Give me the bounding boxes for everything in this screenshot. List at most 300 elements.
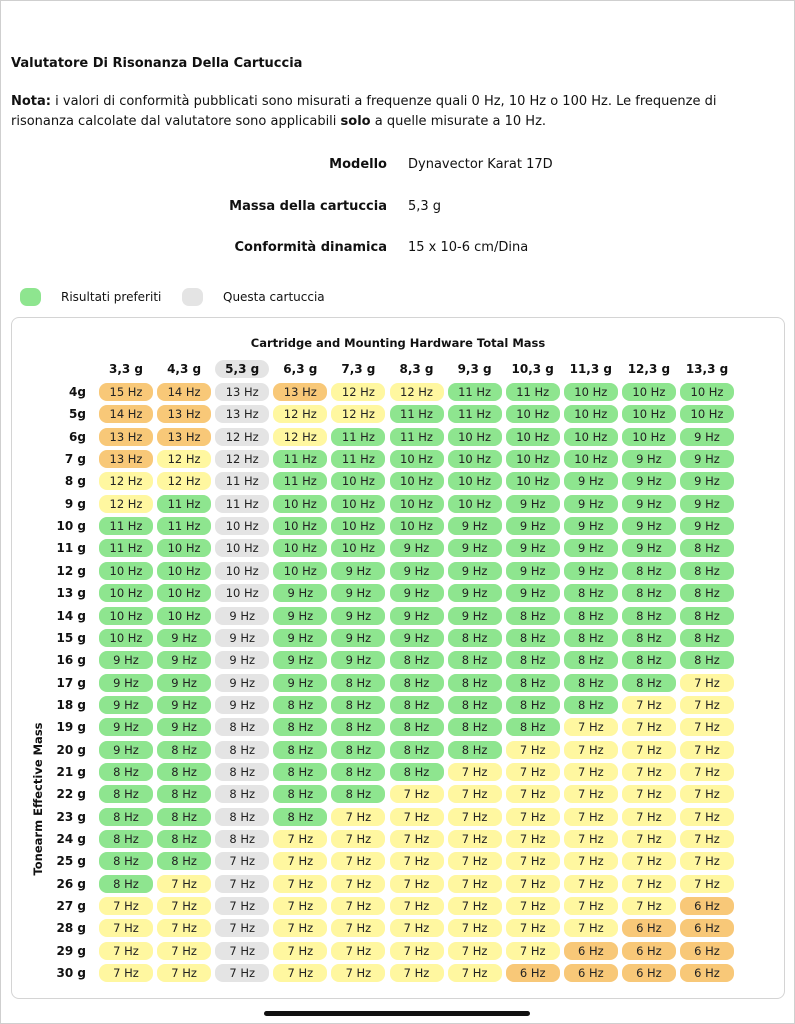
legend <box>0 288 795 308</box>
resonance-cell: 9 Hz <box>506 584 560 602</box>
resonance-cell: 9 Hz <box>157 651 211 669</box>
column-header: 13,3 g <box>685 362 729 376</box>
resonance-cell: 8 Hz <box>157 741 211 759</box>
resonance-cell: 7 Hz <box>564 718 618 736</box>
resonance-cell: 9 Hz <box>99 718 153 736</box>
resonance-cell: 7 Hz <box>390 964 444 982</box>
resonance-cell: 7 Hz <box>390 830 444 848</box>
resonance-cell: 10 Hz <box>390 495 444 513</box>
resonance-cell: 10 Hz <box>99 629 153 647</box>
resonance-cell: 6 Hz <box>564 964 618 982</box>
row-header: 25 g <box>56 854 86 869</box>
resonance-cell: 8 Hz <box>506 696 560 714</box>
table-title: Cartridge and Mounting Hardware Total Mass <box>250 336 546 350</box>
column-header: 4,3 g <box>167 362 202 376</box>
row-header: 30 g <box>56 966 86 981</box>
resonance-cell: 7 Hz <box>680 718 734 736</box>
resonance-cell: 7 Hz <box>622 696 676 714</box>
resonance-cell: 9 Hz <box>157 696 211 714</box>
resonance-cell: 8 Hz <box>331 696 385 714</box>
resonance-cell: 6 Hz <box>622 919 676 937</box>
resonance-cell: 7 Hz <box>99 897 153 915</box>
resonance-cell: 7 Hz <box>680 830 734 848</box>
resonance-cell: 10 Hz <box>99 584 153 602</box>
resonance-cell: 8 Hz <box>622 674 676 692</box>
resonance-cell: 7 Hz <box>564 741 618 759</box>
spec-mass-label: Massa della cartuccia <box>229 199 387 214</box>
resonance-cell: 10 Hz <box>215 562 269 580</box>
resonance-cell: 11 Hz <box>99 517 153 535</box>
resonance-cell: 8 Hz <box>680 651 734 669</box>
resonance-cell: 7 Hz <box>273 919 327 937</box>
resonance-cell: 10 Hz <box>448 495 502 513</box>
resonance-cell: 7 Hz <box>99 964 153 982</box>
resonance-cell: 7 Hz <box>331 852 385 870</box>
resonance-cell: 11 Hz <box>157 495 211 513</box>
resonance-cell: 7 Hz <box>448 852 502 870</box>
resonance-cell: 8 Hz <box>273 763 327 781</box>
resonance-cell: 7 Hz <box>331 919 385 937</box>
resonance-cell: 9 Hz <box>506 562 560 580</box>
resonance-cell: 9 Hz <box>680 450 734 468</box>
resonance-cell: 7 Hz <box>215 919 269 937</box>
resonance-cell: 7 Hz <box>506 763 560 781</box>
resonance-cell: 10 Hz <box>331 495 385 513</box>
resonance-cell: 14 Hz <box>99 405 153 423</box>
resonance-cell: 11 Hz <box>506 383 560 401</box>
resonance-cell: 11 Hz <box>215 495 269 513</box>
resonance-cell: 7 Hz <box>448 919 502 937</box>
resonance-cell: 9 Hz <box>622 517 676 535</box>
resonance-cell: 8 Hz <box>215 763 269 781</box>
resonance-cell: 9 Hz <box>622 539 676 557</box>
resonance-cell: 8 Hz <box>157 808 211 826</box>
resonance-cell: 8 Hz <box>215 741 269 759</box>
resonance-cell: 9 Hz <box>390 584 444 602</box>
row-header: 15 g <box>56 630 86 645</box>
resonance-cell: 8 Hz <box>273 808 327 826</box>
resonance-cell: 7 Hz <box>564 808 618 826</box>
resonance-cell: 10 Hz <box>622 405 676 423</box>
resonance-cell: 9 Hz <box>273 674 327 692</box>
resonance-cell: 7 Hz <box>99 919 153 937</box>
column-header: 9,3 g <box>457 362 492 376</box>
resonance-cell: 8 Hz <box>273 718 327 736</box>
resonance-cell: 7 Hz <box>564 875 618 893</box>
row-header: 18 g <box>56 697 86 712</box>
resonance-cell: 9 Hz <box>564 517 618 535</box>
resonance-cell: 12 Hz <box>215 450 269 468</box>
row-header: 6g <box>69 429 86 444</box>
row-header: 14 g <box>56 608 86 623</box>
row-header: 7 g <box>64 452 86 467</box>
resonance-cell: 9 Hz <box>331 651 385 669</box>
row-header: 4g <box>69 385 86 399</box>
resonance-cell: 7 Hz <box>506 919 560 937</box>
resonance-cell: 7 Hz <box>622 718 676 736</box>
resonance-cell: 8 Hz <box>157 763 211 781</box>
resonance-cell: 8 Hz <box>331 718 385 736</box>
resonance-cell: 8 Hz <box>506 651 560 669</box>
resonance-cell: 8 Hz <box>680 607 734 625</box>
resonance-cell: 10 Hz <box>564 450 618 468</box>
resonance-cell: 8 Hz <box>215 808 269 826</box>
resonance-cell: 8 Hz <box>680 629 734 647</box>
resonance-cell: 10 Hz <box>273 562 327 580</box>
resonance-cell: 9 Hz <box>564 539 618 557</box>
spec-mass-row <box>0 199 795 219</box>
resonance-cell: 13 Hz <box>215 405 269 423</box>
resonance-cell: 7 Hz <box>448 763 502 781</box>
resonance-cell: 7 Hz <box>506 741 560 759</box>
resonance-cell: 9 Hz <box>273 607 327 625</box>
resonance-cell: 7 Hz <box>506 852 560 870</box>
resonance-cell: 10 Hz <box>390 517 444 535</box>
resonance-cell: 7 Hz <box>215 852 269 870</box>
resonance-cell: 8 Hz <box>506 607 560 625</box>
spec-compliance-label: Conformità dinamica <box>234 240 387 255</box>
spec-mass-value: 5,3 g <box>408 199 442 214</box>
resonance-cell: 9 Hz <box>273 584 327 602</box>
resonance-cell: 8 Hz <box>390 741 444 759</box>
resonance-cell: 8 Hz <box>506 674 560 692</box>
resonance-cell: 13 Hz <box>99 450 153 468</box>
resonance-cell: 9 Hz <box>622 495 676 513</box>
resonance-cell: 7 Hz <box>215 875 269 893</box>
resonance-cell: 10 Hz <box>564 428 618 446</box>
resonance-cell: 7 Hz <box>273 897 327 915</box>
resonance-cell: 9 Hz <box>215 696 269 714</box>
resonance-cell: 7 Hz <box>680 741 734 759</box>
resonance-cell: 6 Hz <box>622 964 676 982</box>
resonance-cell: 7 Hz <box>680 808 734 826</box>
note-text-2: a quelle misurate a 10 Hz. <box>374 114 547 129</box>
resonance-cell: 13 Hz <box>99 428 153 446</box>
resonance-cell: 7 Hz <box>448 808 502 826</box>
resonance-cell: 8 Hz <box>564 584 618 602</box>
resonance-cell: 7 Hz <box>564 852 618 870</box>
resonance-cell: 9 Hz <box>157 718 211 736</box>
resonance-cell: 9 Hz <box>680 495 734 513</box>
resonance-cell: 9 Hz <box>99 674 153 692</box>
resonance-cell: 7 Hz <box>273 875 327 893</box>
resonance-cell: 9 Hz <box>157 629 211 647</box>
resonance-cell: 8 Hz <box>157 785 211 803</box>
resonance-cell: 7 Hz <box>390 852 444 870</box>
resonance-cell: 7 Hz <box>273 852 327 870</box>
resonance-cell: 13 Hz <box>157 405 211 423</box>
column-header: 11,3 g <box>569 362 612 376</box>
resonance-cell: 11 Hz <box>448 383 502 401</box>
resonance-cell: 8 Hz <box>390 763 444 781</box>
resonance-cell: 8 Hz <box>564 629 618 647</box>
resonance-cell: 7 Hz <box>622 897 676 915</box>
resonance-cell: 12 Hz <box>273 428 327 446</box>
resonance-cell: 7 Hz <box>390 785 444 803</box>
resonance-cell: 10 Hz <box>506 450 560 468</box>
resonance-cell: 9 Hz <box>680 517 734 535</box>
resonance-cell: 12 Hz <box>273 405 327 423</box>
resonance-cell: 7 Hz <box>331 942 385 960</box>
resonance-cell: 7 Hz <box>506 875 560 893</box>
resonance-cell: 10 Hz <box>680 405 734 423</box>
resonance-cell: 9 Hz <box>215 629 269 647</box>
resonance-cell: 9 Hz <box>390 562 444 580</box>
resonance-cell: 10 Hz <box>99 562 153 580</box>
resonance-cell: 11 Hz <box>273 450 327 468</box>
resonance-cell: 10 Hz <box>157 562 211 580</box>
row-header: 17 g <box>56 675 86 690</box>
column-header: 6,3 g <box>283 362 318 376</box>
resonance-cell: 7 Hz <box>390 808 444 826</box>
resonance-cell: 8 Hz <box>99 808 153 826</box>
resonance-cell: 8 Hz <box>564 607 618 625</box>
resonance-table-card <box>11 317 785 999</box>
resonance-cell: 10 Hz <box>157 539 211 557</box>
resonance-cell: 7 Hz <box>331 897 385 915</box>
resonance-cell: 9 Hz <box>331 562 385 580</box>
resonance-cell: 9 Hz <box>331 584 385 602</box>
resonance-cell: 10 Hz <box>331 472 385 490</box>
resonance-cell: 10 Hz <box>680 383 734 401</box>
resonance-cell: 8 Hz <box>448 696 502 714</box>
row-header: 26 g <box>56 876 86 891</box>
resonance-cell: 10 Hz <box>506 405 560 423</box>
resonance-cell: 8 Hz <box>157 830 211 848</box>
current-swatch <box>182 288 203 306</box>
resonance-cell: 9 Hz <box>331 607 385 625</box>
resonance-cell: 8 Hz <box>680 584 734 602</box>
page-title: Valutatore Di Risonanza Della Cartuccia <box>11 56 303 71</box>
resonance-cell: 9 Hz <box>564 562 618 580</box>
resonance-cell: 11 Hz <box>157 517 211 535</box>
row-header: 11 g <box>56 541 86 556</box>
resonance-cell: 7 Hz <box>331 808 385 826</box>
resonance-cell: 12 Hz <box>157 472 211 490</box>
resonance-cell: 8 Hz <box>99 875 153 893</box>
resonance-cell: 12 Hz <box>99 495 153 513</box>
resonance-cell: 8 Hz <box>215 830 269 848</box>
resonance-cell: 6 Hz <box>564 942 618 960</box>
resonance-cell: 7 Hz <box>390 942 444 960</box>
resonance-cell: 8 Hz <box>622 562 676 580</box>
resonance-cell: 7 Hz <box>215 897 269 915</box>
resonance-cell: 9 Hz <box>215 651 269 669</box>
resonance-cell: 10 Hz <box>448 428 502 446</box>
row-header: 10 g <box>56 519 86 534</box>
resonance-cell: 8 Hz <box>622 607 676 625</box>
resonance-cell: 7 Hz <box>680 852 734 870</box>
resonance-cell: 8 Hz <box>99 763 153 781</box>
resonance-cell: 10 Hz <box>506 472 560 490</box>
note-label: Nota: <box>11 94 51 109</box>
resonance-cell: 15 Hz <box>99 383 153 401</box>
resonance-cell: 7 Hz <box>448 785 502 803</box>
resonance-cell: 8 Hz <box>215 785 269 803</box>
resonance-cell: 7 Hz <box>448 942 502 960</box>
resonance-cell: 7 Hz <box>157 875 211 893</box>
resonance-cell: 8 Hz <box>506 629 560 647</box>
resonance-cell: 7 Hz <box>331 964 385 982</box>
resonance-cell: 7 Hz <box>331 875 385 893</box>
resonance-cell: 7 Hz <box>506 830 560 848</box>
resonance-cell: 7 Hz <box>157 942 211 960</box>
preferred-swatch <box>20 288 41 306</box>
row-header: 24 g <box>56 832 86 846</box>
resonance-cell: 13 Hz <box>273 383 327 401</box>
resonance-cell: 13 Hz <box>215 383 269 401</box>
resonance-cell: 7 Hz <box>390 919 444 937</box>
resonance-cell: 9 Hz <box>390 629 444 647</box>
resonance-cell: 10 Hz <box>273 495 327 513</box>
resonance-cell: 7 Hz <box>680 674 734 692</box>
resonance-cell: 10 Hz <box>215 517 269 535</box>
resonance-cell: 11 Hz <box>331 428 385 446</box>
resonance-cell: 8 Hz <box>273 741 327 759</box>
resonance-cell: 8 Hz <box>622 584 676 602</box>
resonance-cell: 8 Hz <box>273 785 327 803</box>
resonance-cell: 9 Hz <box>448 562 502 580</box>
row-header: 5g <box>69 407 86 422</box>
resonance-cell: 7 Hz <box>680 696 734 714</box>
spec-model-value: Dynavector Karat 17D <box>408 157 553 172</box>
resonance-cell: 9 Hz <box>390 539 444 557</box>
resonance-cell: 7 Hz <box>448 964 502 982</box>
resonance-cell: 9 Hz <box>680 472 734 490</box>
resonance-cell: 8 Hz <box>506 718 560 736</box>
resonance-cell: 9 Hz <box>99 696 153 714</box>
resonance-cell: 10 Hz <box>215 539 269 557</box>
resonance-cell: 8 Hz <box>331 741 385 759</box>
resonance-cell: 7 Hz <box>273 830 327 848</box>
resonance-cell: 8 Hz <box>99 785 153 803</box>
resonance-cell: 10 Hz <box>448 450 502 468</box>
resonance-cell: 12 Hz <box>331 405 385 423</box>
row-header: 28 g <box>56 921 86 936</box>
resonance-cell: 8 Hz <box>390 718 444 736</box>
resonance-cell: 10 Hz <box>157 584 211 602</box>
resonance-cell: 11 Hz <box>448 405 502 423</box>
resonance-cell: 11 Hz <box>99 539 153 557</box>
resonance-cell: 12 Hz <box>331 383 385 401</box>
resonance-cell: 7 Hz <box>564 785 618 803</box>
row-header: 22 g <box>56 787 86 802</box>
column-header: 8,3 g <box>399 362 434 376</box>
resonance-cell: 7 Hz <box>564 919 618 937</box>
resonance-cell: 10 Hz <box>331 517 385 535</box>
spec-compliance-row <box>0 240 795 260</box>
column-header: 3,3 g <box>108 362 144 376</box>
resonance-cell: 10 Hz <box>622 383 676 401</box>
resonance-cell: 7 Hz <box>448 897 502 915</box>
preferred-label: Risultati preferiti <box>61 290 162 304</box>
resonance-cell: 11 Hz <box>390 405 444 423</box>
resonance-cell: 9 Hz <box>622 472 676 490</box>
column-header: 5,3 g <box>215 360 269 378</box>
resonance-cell: 6 Hz <box>680 919 734 937</box>
row-header: 23 g <box>56 809 86 824</box>
resonance-cell: 9 Hz <box>331 629 385 647</box>
resonance-cell: 7 Hz <box>273 942 327 960</box>
resonance-cell: 9 Hz <box>448 539 502 557</box>
spec-model-label: Modello <box>329 157 387 172</box>
row-header: 29 g <box>56 943 86 958</box>
resonance-cell: 6 Hz <box>680 964 734 982</box>
resonance-cell: 8 Hz <box>390 696 444 714</box>
resonance-cell: 10 Hz <box>390 450 444 468</box>
resonance-cell: 8 Hz <box>448 718 502 736</box>
resonance-cell: 9 Hz <box>448 517 502 535</box>
home-indicator <box>264 1011 530 1016</box>
resonance-cell: 12 Hz <box>99 472 153 490</box>
resonance-cell: 9 Hz <box>622 450 676 468</box>
resonance-cell: 7 Hz <box>506 808 560 826</box>
resonance-cell: 8 Hz <box>448 651 502 669</box>
resonance-cell: 6 Hz <box>622 942 676 960</box>
resonance-cell: 8 Hz <box>622 651 676 669</box>
resonance-cell: 7 Hz <box>448 830 502 848</box>
resonance-cell: 7 Hz <box>622 741 676 759</box>
resonance-cell: 12 Hz <box>157 450 211 468</box>
resonance-cell: 10 Hz <box>390 472 444 490</box>
resonance-cell: 6 Hz <box>680 942 734 960</box>
resonance-cell: 9 Hz <box>564 472 618 490</box>
resonance-cell: 6 Hz <box>680 897 734 915</box>
resonance-cell: 7 Hz <box>564 763 618 781</box>
resonance-cell: 10 Hz <box>99 607 153 625</box>
resonance-cell: 8 Hz <box>622 629 676 647</box>
resonance-cell: 7 Hz <box>506 897 560 915</box>
resonance-cell: 8 Hz <box>680 539 734 557</box>
column-header: 10,3 g <box>511 362 554 376</box>
resonance-cell: 9 Hz <box>99 651 153 669</box>
resonance-cell: 7 Hz <box>564 897 618 915</box>
resonance-cell: 10 Hz <box>215 584 269 602</box>
resonance-cell: 11 Hz <box>215 472 269 490</box>
resonance-cell: 10 Hz <box>157 607 211 625</box>
resonance-cell: 7 Hz <box>157 964 211 982</box>
note-text-1: i valori di conformità pubblicati sono misurati a frequenze quali 0 Hz, 10 Hz o 100 Hz. Le frequenze di risonanza calcolate dal valutatore sono applicabili <box>11 94 717 129</box>
resonance-cell: 7 Hz <box>99 942 153 960</box>
resonance-cell: 7 Hz <box>157 919 211 937</box>
resonance-cell: 8 Hz <box>390 651 444 669</box>
row-header: 21 g <box>56 764 86 779</box>
resonance-cell: 9 Hz <box>564 495 618 513</box>
resonance-cell: 12 Hz <box>215 428 269 446</box>
spec-compliance-value: 15 x 10-6 cm/Dina <box>408 240 529 255</box>
resonance-cell: 7 Hz <box>273 964 327 982</box>
resonance-cell: 8 Hz <box>448 629 502 647</box>
resonance-cell: 7 Hz <box>390 875 444 893</box>
note-bold: solo <box>340 114 371 129</box>
resonance-cell: 10 Hz <box>506 428 560 446</box>
resonance-cell: 7 Hz <box>448 875 502 893</box>
row-header: 19 g <box>56 720 86 735</box>
resonance-cell: 9 Hz <box>215 674 269 692</box>
resonance-cell: 7 Hz <box>622 785 676 803</box>
resonance-cell: 6 Hz <box>506 964 560 982</box>
resonance-cell: 10 Hz <box>564 405 618 423</box>
resonance-cell: 9 Hz <box>506 517 560 535</box>
resonance-cell: 14 Hz <box>157 383 211 401</box>
resonance-cell: 7 Hz <box>680 785 734 803</box>
resonance-cell: 8 Hz <box>390 674 444 692</box>
resonance-cell: 10 Hz <box>448 472 502 490</box>
resonance-cell: 8 Hz <box>331 785 385 803</box>
resonance-cell: 10 Hz <box>273 517 327 535</box>
resonance-cell: 7 Hz <box>680 875 734 893</box>
resonance-cell: 9 Hz <box>680 428 734 446</box>
